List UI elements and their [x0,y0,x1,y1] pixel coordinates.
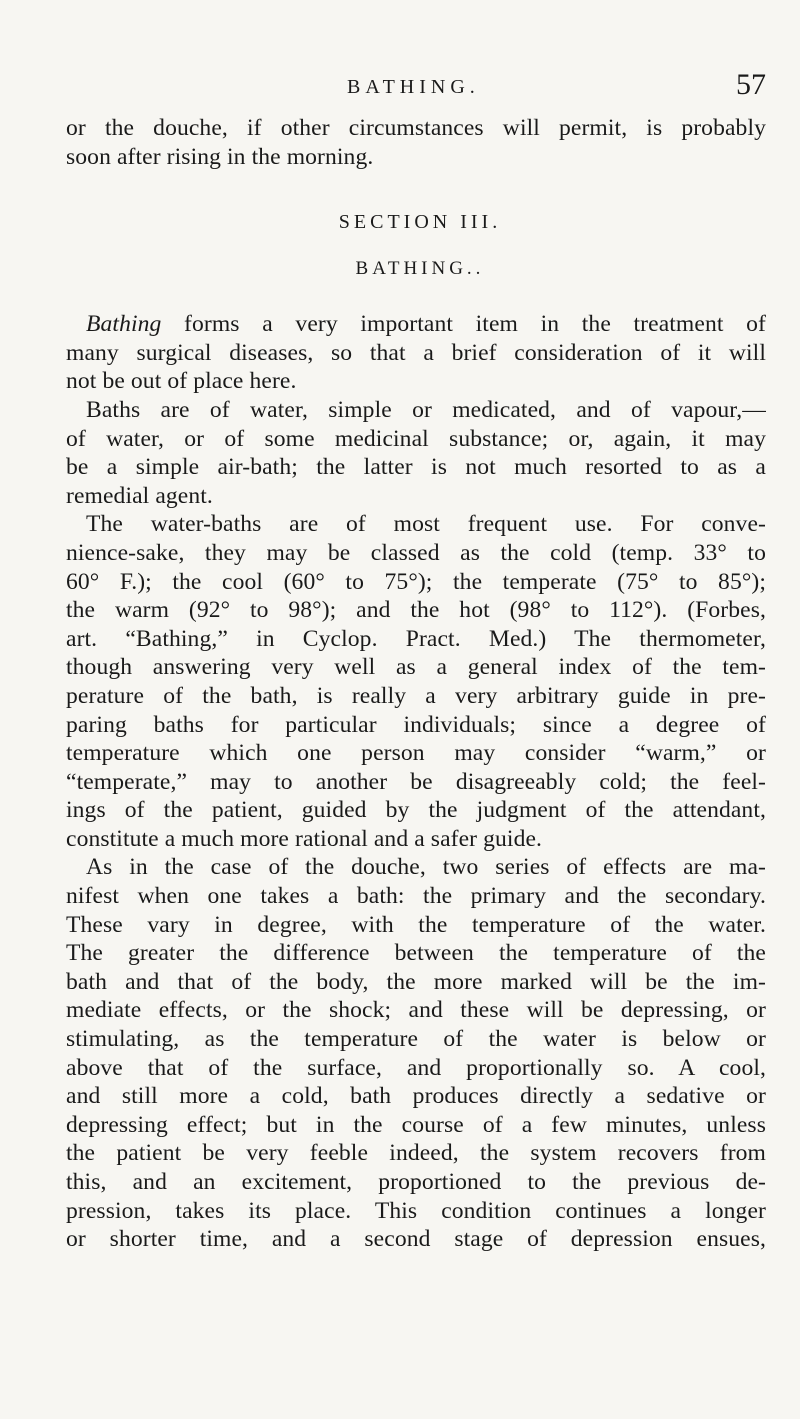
italic-lead-word: Bathing [86,311,162,338]
text-line: soon after rising in the morning. [66,143,374,170]
section-title: BATHING.. [355,258,485,280]
text-line: not be out of place here. [66,368,297,395]
text-line: nience-sake, they may be classed as the cold (temp. 33° to [66,539,766,566]
text-line: the warm (92° to 98°); and the hot (98° to 112°). (Forbes, [66,597,766,624]
running-head [66,68,766,114]
text-line: “temperate,” may to another be disagreeably cold; the feel- [66,768,766,795]
text-line: or shorter time, and a second stage of depression ensues, [66,1226,766,1253]
text-line: perature of the bath, is really a very arbitrary guide in pre- [66,682,766,709]
top-paragraph [66,114,766,171]
text-line: The water-baths are of most frequent use. For conve- [86,511,766,538]
text-line: though answering very well as a general index of the tem- [66,654,766,681]
text-line: pression, takes its place. This condition continues a longer [66,1197,766,1224]
text-line: 60° F.); the cool (60° to 75°); the temperate (75° to 85°); [66,568,766,595]
text-line: ings of the patient, guided by the judgment of the attendant, [66,797,766,824]
text-line: constitute a much more rational and a safer guide. [66,825,543,852]
section-number: SECTION III. [338,211,502,234]
text-line: depressing effect; but in the course of a few minutes, unless [66,1111,766,1138]
text-line: and still more a cold, bath produces directly a sedative or [66,1083,766,1110]
paragraph-baths-kinds [66,396,766,510]
text-line: As in the case of the douche, two series of effects are ma- [86,854,766,881]
page-number: 57 [736,68,766,101]
text-line: stimulating, as the temperature of the water is below or [66,1026,766,1053]
paragraph-water-baths [66,510,766,853]
text-line: or the douche, if other circumstances will permit, is probably [66,115,766,141]
text-line: These vary in degree, with the temperature of the water. [66,911,766,938]
text-line: paring baths for particular individuals; since a degree of [66,711,766,738]
running-title: BATHING. [347,76,480,98]
text-line: many surgical diseases, so that a brief consideration of it will [66,339,766,366]
text-line: mediate effects, or the shock; and these will be depressing, or [66,997,766,1024]
text-line: the patient be very feeble indeed, the system recovers from [66,1140,766,1167]
text-line: temperature which one person may consider “warm,” or [66,740,766,767]
paragraph-bathing-intro [66,310,766,396]
text-line: be a simple air-bath; the latter is not much resorted to as a [66,454,766,481]
text-line [66,310,766,339]
text-line: Baths are of water, simple or medicated, and of vapour,— [86,396,766,423]
text-line: art. “Bathing,” in Cyclop. Pract. Med.) The thermometer, [66,625,766,652]
text-line: nifest when one takes a bath: the primary and the secondary. [66,883,766,910]
text-line: above that of the surface, and proportionally so. A cool, [66,1054,766,1081]
text-line: bath and that of the body, the more marked will be the im- [66,968,766,995]
text-line: this, and an excitement, proportioned to the previous de- [66,1169,766,1195]
text-fragment: forms a very important item in the treatment of [161,311,766,338]
text-line: The greater the difference between the temperature of the [66,940,766,967]
text-line: of water, or of some medicinal substance; or, again, it may [66,425,766,452]
paragraph-douche-effects [66,853,766,1253]
text-line: remedial agent. [66,482,213,509]
book-page [66,68,766,1254]
